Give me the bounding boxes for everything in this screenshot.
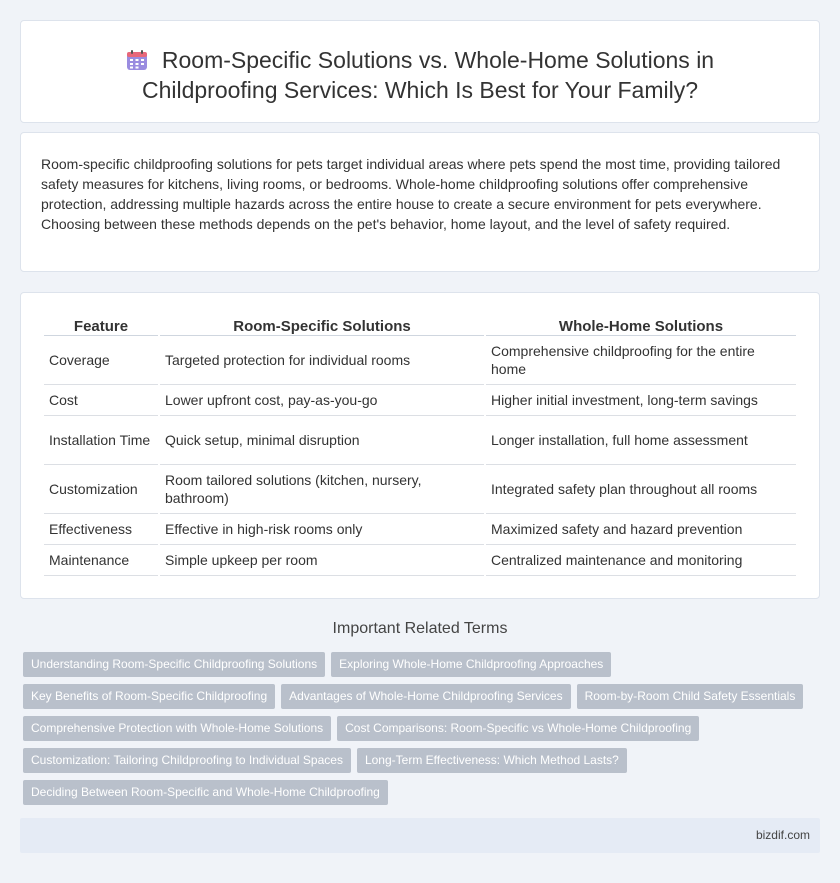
title-card: [20, 20, 820, 123]
title-line-1: Room-Specific Solutions vs. Whole-Home Solutions in: [161, 47, 715, 73]
related-term-tag[interactable]: Deciding Between Room-Specific and Whole-Home Childproofing: [23, 780, 388, 805]
intro-paragraph: Room-specific childproofing solutions for pets target individual areas where pets spend the most time, providing tailored safety measures for kitchens, living rooms, or bedrooms. Whole-home childproofing solutions offer comprehensive protection, addressing multiple hazards across the entire house to create a secure environment for pets everywhere. Choosing between these methods depends on the pet's behavior, home layout, and the level of safety required.: [41, 156, 781, 232]
table-cell: Lower upfront cost, pay-as-you-go: [160, 385, 484, 416]
related-term-tag[interactable]: Customization: Tailoring Childproofing to Individual Spaces: [23, 748, 351, 773]
table-cell: Maximized safety and hazard prevention: [486, 514, 796, 545]
table-cell: Customization: [44, 465, 158, 514]
table-cell: Centralized maintenance and monitoring: [486, 545, 796, 576]
footer-brand[interactable]: bizdif.com: [755, 828, 810, 842]
table-cell: Simple upkeep per room: [160, 545, 484, 576]
related-term-tag[interactable]: Cost Comparisons: Room-Specific vs Whole-Home Childproofing: [337, 716, 699, 741]
header-room-specific: Room-Specific Solutions: [160, 314, 484, 336]
table-cell: Effective in high-risk rooms only: [160, 514, 484, 545]
related-terms-list: [23, 652, 813, 812]
related-term-tag[interactable]: Exploring Whole-Home Childproofing Approaches: [331, 652, 611, 677]
page-title: [21, 21, 819, 105]
related-term-tag[interactable]: Understanding Room-Specific Childproofing Solutions: [23, 652, 325, 677]
table-row: [44, 514, 796, 545]
table-cell: Installation Time: [44, 416, 158, 465]
comparison-table: [42, 314, 798, 576]
related-terms-heading: Important Related Terms: [332, 620, 508, 637]
related-term-tag[interactable]: Long-Term Effectiveness: Which Method Lasts?: [357, 748, 627, 773]
table-row: [44, 336, 796, 385]
table-cell: Longer installation, full home assessment: [486, 416, 796, 465]
related-term-tag[interactable]: Room-by-Room Child Safety Essentials: [577, 684, 804, 709]
calendar-icon: [126, 48, 148, 70]
table-cell: Integrated safety plan throughout all rooms: [486, 465, 796, 514]
table-row: [44, 416, 796, 465]
related-term-tag[interactable]: Key Benefits of Room-Specific Childproofing: [23, 684, 275, 709]
table-cell: Room tailored solutions (kitchen, nursery, bathroom): [160, 465, 484, 514]
intro-card: [20, 132, 820, 272]
table-row: [44, 465, 796, 514]
table-cell: Quick setup, minimal disruption: [160, 416, 484, 465]
comparison-table-card: [20, 292, 820, 599]
footer: [20, 818, 820, 853]
title-line-2: Childproofing Services: Which Is Best for Your Family?: [141, 77, 699, 103]
header-whole-home: Whole-Home Solutions: [486, 314, 796, 336]
table-row: [44, 385, 796, 416]
table-header-row: [44, 314, 796, 336]
related-term-tag[interactable]: Comprehensive Protection with Whole-Home Solutions: [23, 716, 331, 741]
related-term-tag[interactable]: Advantages of Whole-Home Childproofing Services: [281, 684, 570, 709]
table-cell: Maintenance: [44, 545, 158, 576]
table-cell: Coverage: [44, 336, 158, 385]
table-cell: Comprehensive childproofing for the entire home: [486, 336, 796, 385]
table-cell: Higher initial investment, long-term savings: [486, 385, 796, 416]
table-row: [44, 545, 796, 576]
table-cell: Effectiveness: [44, 514, 158, 545]
table-cell: Cost: [44, 385, 158, 416]
header-feature: Feature: [44, 314, 158, 336]
table-cell: Targeted protection for individual rooms: [160, 336, 484, 385]
